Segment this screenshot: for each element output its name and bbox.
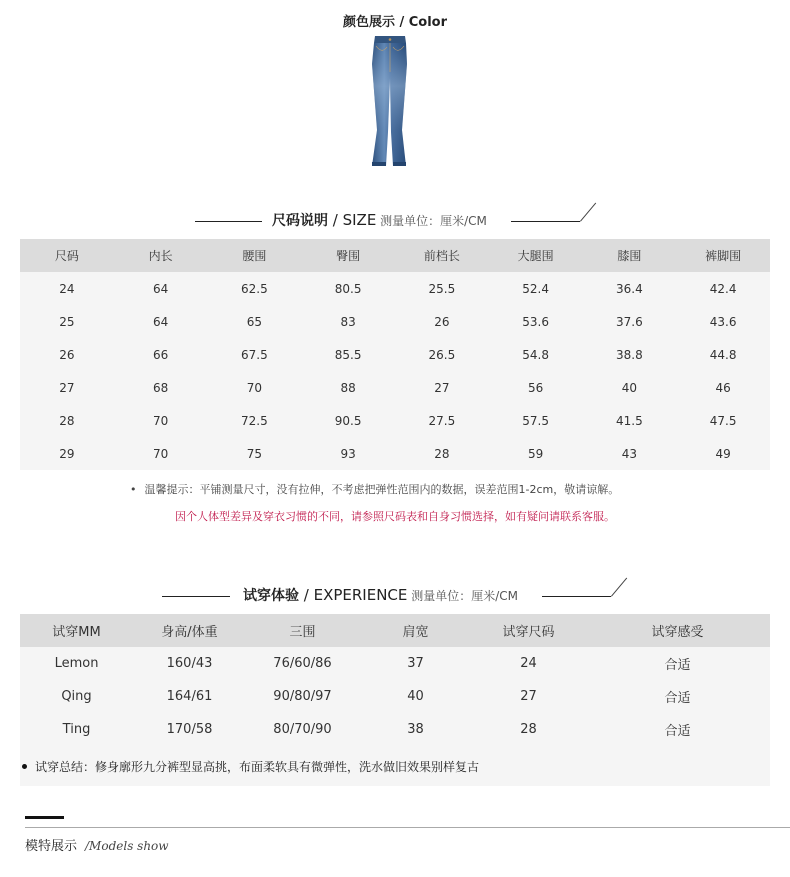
table-cell: 44.8 (709, 347, 737, 362)
models-divider (25, 827, 790, 828)
table-cell: 38.8 (616, 347, 643, 362)
table-cell: 59 (527, 446, 544, 461)
table-row (20, 713, 770, 746)
experience-table (20, 614, 770, 746)
heading-rule-right (511, 221, 580, 222)
table-cell: 29 (59, 446, 75, 461)
table-cell: 27 (434, 380, 450, 395)
table-cell: 67.5 (241, 347, 268, 362)
table-cell: 26 (59, 347, 75, 362)
experience-summary-text: 试穿总结：修身廓形九分裤型显高挑，布面柔软具有微弹性，洗水做旧效果别样复古 (35, 760, 480, 774)
experience-header-cell: 三围 (246, 614, 359, 647)
table-cell: 合适 (664, 691, 691, 706)
table-cell: 70 (246, 380, 263, 395)
experience-header-cell: 试穿尺码 (472, 614, 585, 647)
experience-summary (20, 758, 479, 775)
size-table-header-row (20, 239, 770, 272)
heading-rule-left (195, 221, 262, 222)
table-cell: 85.5 (334, 347, 362, 362)
table-cell: 160/43 (166, 656, 213, 671)
table-cell: 65 (246, 314, 263, 329)
table-cell: 70 (152, 413, 169, 428)
size-header-cell: 裤脚围 (676, 239, 770, 272)
size-section-heading (0, 208, 790, 234)
table-cell: 43.6 (709, 314, 737, 329)
table-cell: 93 (340, 446, 356, 461)
table-cell: Lemon (54, 656, 99, 671)
size-header-cell: 腰围 (208, 239, 302, 272)
experience-summary-box (20, 746, 770, 786)
table-cell: 53.6 (522, 314, 549, 329)
table-cell: 47.5 (709, 413, 737, 428)
table-cell: 75 (246, 446, 263, 461)
table-row (20, 338, 770, 371)
size-title-zh: 尺码说明 (272, 213, 328, 229)
table-row (20, 647, 770, 680)
size-unit-label: 测量单位：厘米/CM (376, 214, 487, 228)
experience-unit-label: 测量单位：厘米/CM (407, 589, 518, 603)
table-row (20, 371, 770, 404)
table-cell: 27 (520, 689, 537, 704)
table-cell: 26 (434, 314, 450, 329)
table-cell: 46 (715, 380, 731, 395)
experience-table-header-row (20, 614, 770, 647)
heading-rule-left (162, 596, 230, 597)
table-cell: 64 (152, 314, 169, 329)
table-cell: 24 (520, 656, 537, 671)
table-cell: 27.5 (428, 413, 456, 428)
table-cell: 28 (520, 722, 537, 737)
measurement-tip-text: 温馨提示：平铺测量尺寸，没有拉伸，不考虑把弹性范围内的数据，误差范围1-2cm，敬请谅解。 (144, 483, 620, 496)
bullet-icon: • (130, 483, 137, 496)
table-cell: 25.5 (428, 281, 456, 296)
experience-header-cell: 试穿感受 (585, 614, 770, 647)
experience-heading-text (243, 585, 518, 605)
table-cell: 28 (59, 413, 75, 428)
size-header-cell: 尺码 (20, 239, 114, 272)
table-row (20, 680, 770, 713)
experience-header-cell: 试穿MM (20, 614, 133, 647)
table-cell: 80/70/90 (273, 722, 332, 737)
table-cell: 170/58 (166, 722, 213, 737)
table-cell: 80.5 (334, 281, 362, 296)
experience-header-cell: 肩宽 (359, 614, 472, 647)
table-cell: 76/60/86 (273, 656, 332, 671)
experience-header-cell: 身高/体重 (133, 614, 246, 647)
table-cell: 62.5 (241, 281, 268, 296)
experience-title-en: EXPERIENCE (313, 586, 408, 604)
table-cell: 37 (407, 656, 424, 671)
heading-rule-right (542, 596, 611, 597)
table-cell: Ting (62, 722, 91, 737)
table-cell: 49 (715, 446, 731, 461)
size-header-cell: 膝围 (583, 239, 677, 272)
table-row (20, 305, 770, 338)
size-warning-text: 因个人体型差异及穿衣习惯的不同，请参照尺码表和自身习惯选择，如有疑问请联系客服。 (175, 510, 615, 523)
size-table (20, 239, 770, 470)
table-cell: 42.4 (709, 281, 737, 296)
size-heading-text (272, 210, 487, 230)
table-cell: 40 (407, 689, 424, 704)
table-row (20, 272, 770, 305)
size-header-cell: 前档长 (395, 239, 489, 272)
models-title-en: /Models show (85, 839, 169, 853)
table-cell: 70 (152, 446, 169, 461)
table-cell: 57.5 (522, 413, 549, 428)
table-cell: 90.5 (334, 413, 362, 428)
experience-title-sep: / (299, 586, 314, 604)
table-cell: 26.5 (428, 347, 456, 362)
models-section-title (25, 835, 169, 854)
table-cell: 合适 (664, 658, 691, 673)
table-cell: 90/80/97 (273, 689, 332, 704)
size-header-cell: 内长 (114, 239, 208, 272)
size-header-cell: 大腿围 (489, 239, 583, 272)
table-cell: 38 (407, 722, 424, 737)
measurement-tip (130, 481, 619, 497)
heading-slash-decoration (580, 203, 596, 222)
table-cell: 83 (340, 314, 356, 329)
size-header-cell: 臀围 (301, 239, 395, 272)
flared-jeans-product-image (366, 34, 414, 168)
table-row (20, 404, 770, 437)
table-cell: 25 (59, 314, 75, 329)
table-cell: 36.4 (616, 281, 643, 296)
experience-title-zh: 试穿体验 (243, 588, 299, 604)
table-cell: 56 (527, 380, 544, 395)
table-cell: 52.4 (522, 281, 549, 296)
table-cell: 54.8 (522, 347, 549, 362)
heading-slash-decoration (611, 578, 627, 597)
bullet-dot-icon (22, 764, 27, 769)
models-title-zh: 模特展示 (25, 839, 78, 854)
table-cell: Qing (61, 689, 92, 704)
color-section-title: 颜色展示 / Color (342, 15, 448, 30)
table-row (20, 437, 770, 470)
table-cell: 41.5 (616, 413, 643, 428)
table-cell: 66 (152, 347, 169, 362)
table-cell: 64 (152, 281, 169, 296)
table-cell: 37.6 (616, 314, 643, 329)
experience-section-heading (0, 583, 790, 609)
table-cell: 43 (621, 446, 638, 461)
table-cell: 40 (621, 380, 638, 395)
table-cell: 合适 (664, 724, 691, 739)
table-cell: 24 (59, 281, 75, 296)
table-cell: 164/61 (166, 689, 213, 704)
size-title-sep: / (328, 211, 343, 229)
models-accent-bar (25, 816, 64, 819)
table-cell: 27 (59, 380, 75, 395)
table-cell: 88 (340, 380, 356, 395)
table-cell: 28 (434, 446, 450, 461)
table-cell: 72.5 (241, 413, 268, 428)
size-title-en: SIZE (342, 211, 377, 229)
table-cell: 68 (152, 380, 169, 395)
